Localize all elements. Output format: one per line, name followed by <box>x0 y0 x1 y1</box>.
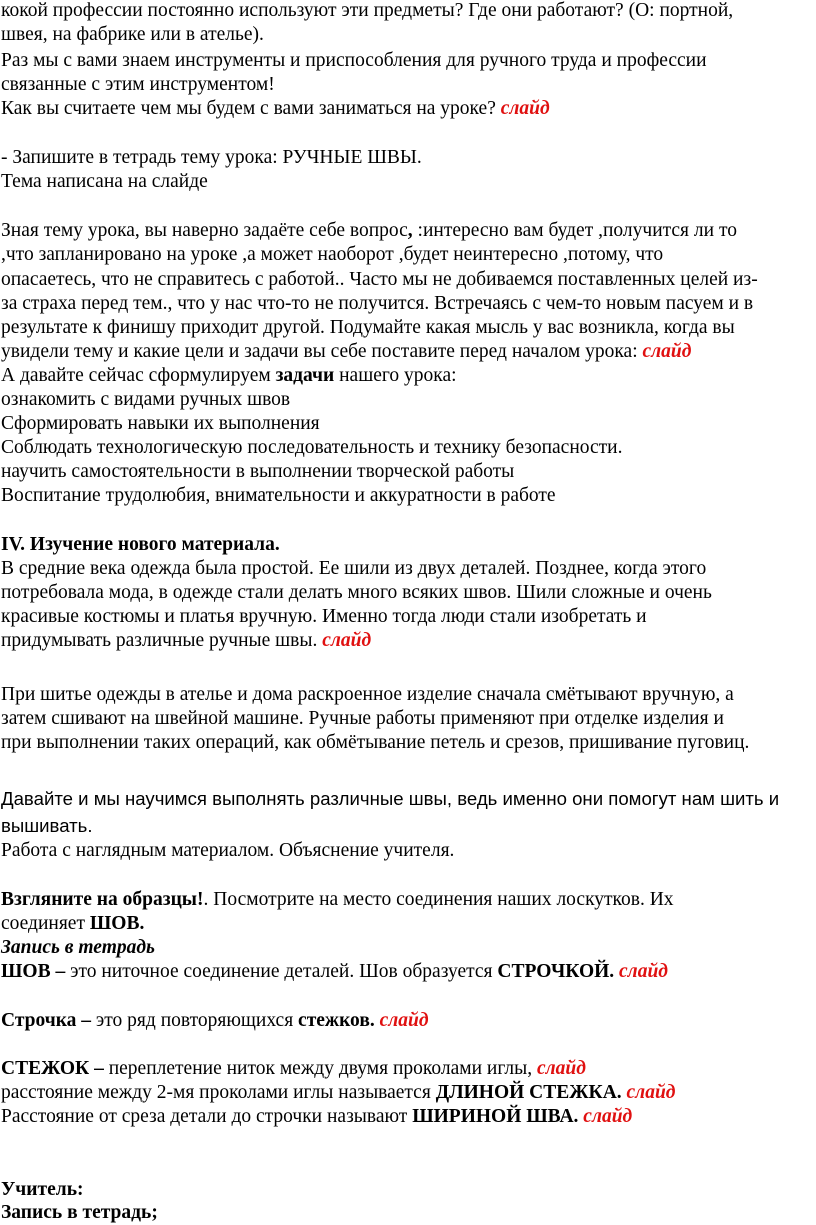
text: Взгляните на образцы! <box>1 889 204 910</box>
text: Запись в тетрадь; <box>1 1202 158 1223</box>
task-item <box>1 484 556 508</box>
text-line <box>1 0 733 23</box>
text-line <box>1 629 371 653</box>
slide-marker: слайд <box>500 98 550 119</box>
slide-marker: слайд <box>536 1058 586 1079</box>
text: А давайте сейчас сформулируем <box>1 365 276 386</box>
text-line <box>1 364 457 388</box>
section-heading <box>1 533 280 557</box>
text-line <box>1 292 753 316</box>
text: Тема написана на слайде <box>1 171 208 192</box>
notebook-footer-label <box>1 1201 158 1225</box>
lesson-topic: - Запишите в тетрадь тему урока: РУЧНЫЕ ШВЫ. <box>1 147 422 168</box>
text: :интересно вам будет ,получится ли то <box>412 220 737 241</box>
text: опасаетесь, что не справитесь с работой.. Часто мы не добиваемся поставленных целей из- <box>1 269 758 290</box>
definition-shov <box>1 960 668 984</box>
text-line <box>1 243 663 267</box>
text: В средние века одежда была простой. Ее шили из двух деталей. Позднее, когда этого <box>1 558 707 579</box>
definition-seam-width <box>1 1105 632 1129</box>
text: IV. Изучение нового материала. <box>1 534 280 555</box>
slide-marker: слайд <box>626 1082 676 1103</box>
text: красивые костюмы и платья вручную. Именно тогда люди стали изобретать и <box>1 606 647 627</box>
text: Учитель: <box>1 1179 84 1200</box>
text: это ряд повторяющихся <box>91 1010 299 1031</box>
text: придумывать различные ручные швы. <box>1 630 318 651</box>
text: связанные с этим инструментом! <box>1 74 275 95</box>
text: ДЛИНОЙ СТЕЖКА. <box>435 1082 622 1103</box>
slide-marker: слайд <box>322 630 372 651</box>
text-line <box>1 316 735 340</box>
text: Зная тему урока, вы наверно задаёте себе вопрос <box>1 220 408 241</box>
text: Запись в тетрадь <box>1 937 155 958</box>
text: научить самостоятельности в выполнении творческой работы <box>1 461 515 482</box>
text: Как вы считаете чем мы будем с вами заниматься на уроке? <box>1 98 496 119</box>
text: Давайте и мы научимся выполнять различные швы, ведь именно они помогут нам шить и <box>1 788 780 809</box>
text-line <box>1 912 144 936</box>
text-line <box>1 97 550 121</box>
slide-marker: слайд <box>379 1010 429 1031</box>
text: увидели тему и какие цели и задачи вы себе поставите перед началом урока: <box>1 341 638 362</box>
text: Воспитание трудолюбия, внимательности и аккуратности в работе <box>1 485 556 506</box>
text: ШОВ – <box>1 961 66 982</box>
text-line <box>1 268 758 292</box>
text: результате к финишу приходит другой. Подумайте какая мысль у вас возникла, когда вы <box>1 317 735 338</box>
text-line <box>1 731 749 755</box>
text: потребовала мода, в одежде стали делать много всяких швов. Шили сложные и очень <box>1 582 712 603</box>
text: . Посмотрите на место соединения наших лоскутков. Их <box>203 889 674 910</box>
text-line <box>1 787 779 811</box>
text: ШИРИНОЙ ШВА. <box>412 1106 579 1127</box>
task-item <box>1 436 623 460</box>
text: это ниточное соединение деталей. Шов образуется <box>65 961 498 982</box>
text: задачи <box>275 365 335 386</box>
text: нашего урока: <box>334 365 457 386</box>
text-line <box>1 707 724 731</box>
definition-strochka <box>1 1009 429 1033</box>
text-line <box>1 888 674 912</box>
text: Работа с наглядным материалом. Объяснение учителя. <box>1 840 455 861</box>
text-line <box>1 170 208 194</box>
text: при выполнении таких операций, как обмётывание петель и срезов, пришивание пуговиц. <box>1 732 750 753</box>
text: ШОВ. <box>89 913 145 934</box>
text-line <box>1 557 706 581</box>
text-line <box>1 49 707 73</box>
text: кокой профессии постоянно используют эти предметы? Где они работают? (О: портной, <box>1 0 734 21</box>
text: , <box>407 220 413 241</box>
text-line <box>1 605 647 629</box>
text: Сформировать навыки их выполнения <box>1 413 320 434</box>
text: вышивать. <box>1 815 93 836</box>
slide-marker: слайд <box>583 1106 633 1127</box>
text: Расстояние от среза детали до строчки называют <box>1 1106 413 1127</box>
text-line <box>1 146 422 170</box>
slide-marker: слайд <box>619 961 668 982</box>
text: соединяет <box>1 913 90 934</box>
task-item <box>1 388 290 412</box>
text-line <box>1 814 93 838</box>
text: ,что запланировано на уроке ,а может наоборот ,будет неинтересно ,потому, что <box>1 244 664 265</box>
text: Строчка – <box>1 1010 92 1031</box>
text: Раз мы с вами знаем инструменты и приспособления для ручного труда и профессии <box>1 50 707 71</box>
text: При шитье одежды в ателье и дома раскроенное изделие сначала смётывают вручную, а <box>1 684 734 705</box>
definition-stezhok <box>1 1057 586 1081</box>
text: СТЕЖОК – <box>1 1058 104 1079</box>
text: швея, на фабрике или в ателье). <box>1 24 264 45</box>
text: за страха перед тем., что у нас что-то не получится. Встречаясь с чем-то новым пасуем и в <box>1 293 754 314</box>
teacher-label <box>1 1178 84 1202</box>
text-line <box>1 340 691 364</box>
text-line <box>1 73 275 97</box>
task-item <box>1 412 320 436</box>
text-line <box>1 23 264 47</box>
definition-stitch-length <box>1 1081 675 1105</box>
text-line <box>1 683 734 707</box>
text: стежков. <box>298 1010 375 1031</box>
text-line <box>1 581 712 605</box>
text: ознакомить с видами ручных швов <box>1 389 291 410</box>
slide-marker: слайд <box>642 341 692 362</box>
task-item <box>1 460 514 484</box>
text: затем сшивают на швейной машине. Ручные работы применяют при отделке изделия и <box>1 708 724 729</box>
text: СТРОЧКОЙ. <box>497 961 615 982</box>
text: расстояние между 2-мя проколами иглы называется <box>1 1082 436 1103</box>
text: Соблюдать технологическую последовательность и технику безопасности. <box>1 437 623 458</box>
text-line <box>1 219 737 243</box>
notebook-label <box>1 936 155 960</box>
text: переплетение ниток между двумя проколами иглы, <box>103 1058 537 1079</box>
text-line <box>1 839 454 863</box>
